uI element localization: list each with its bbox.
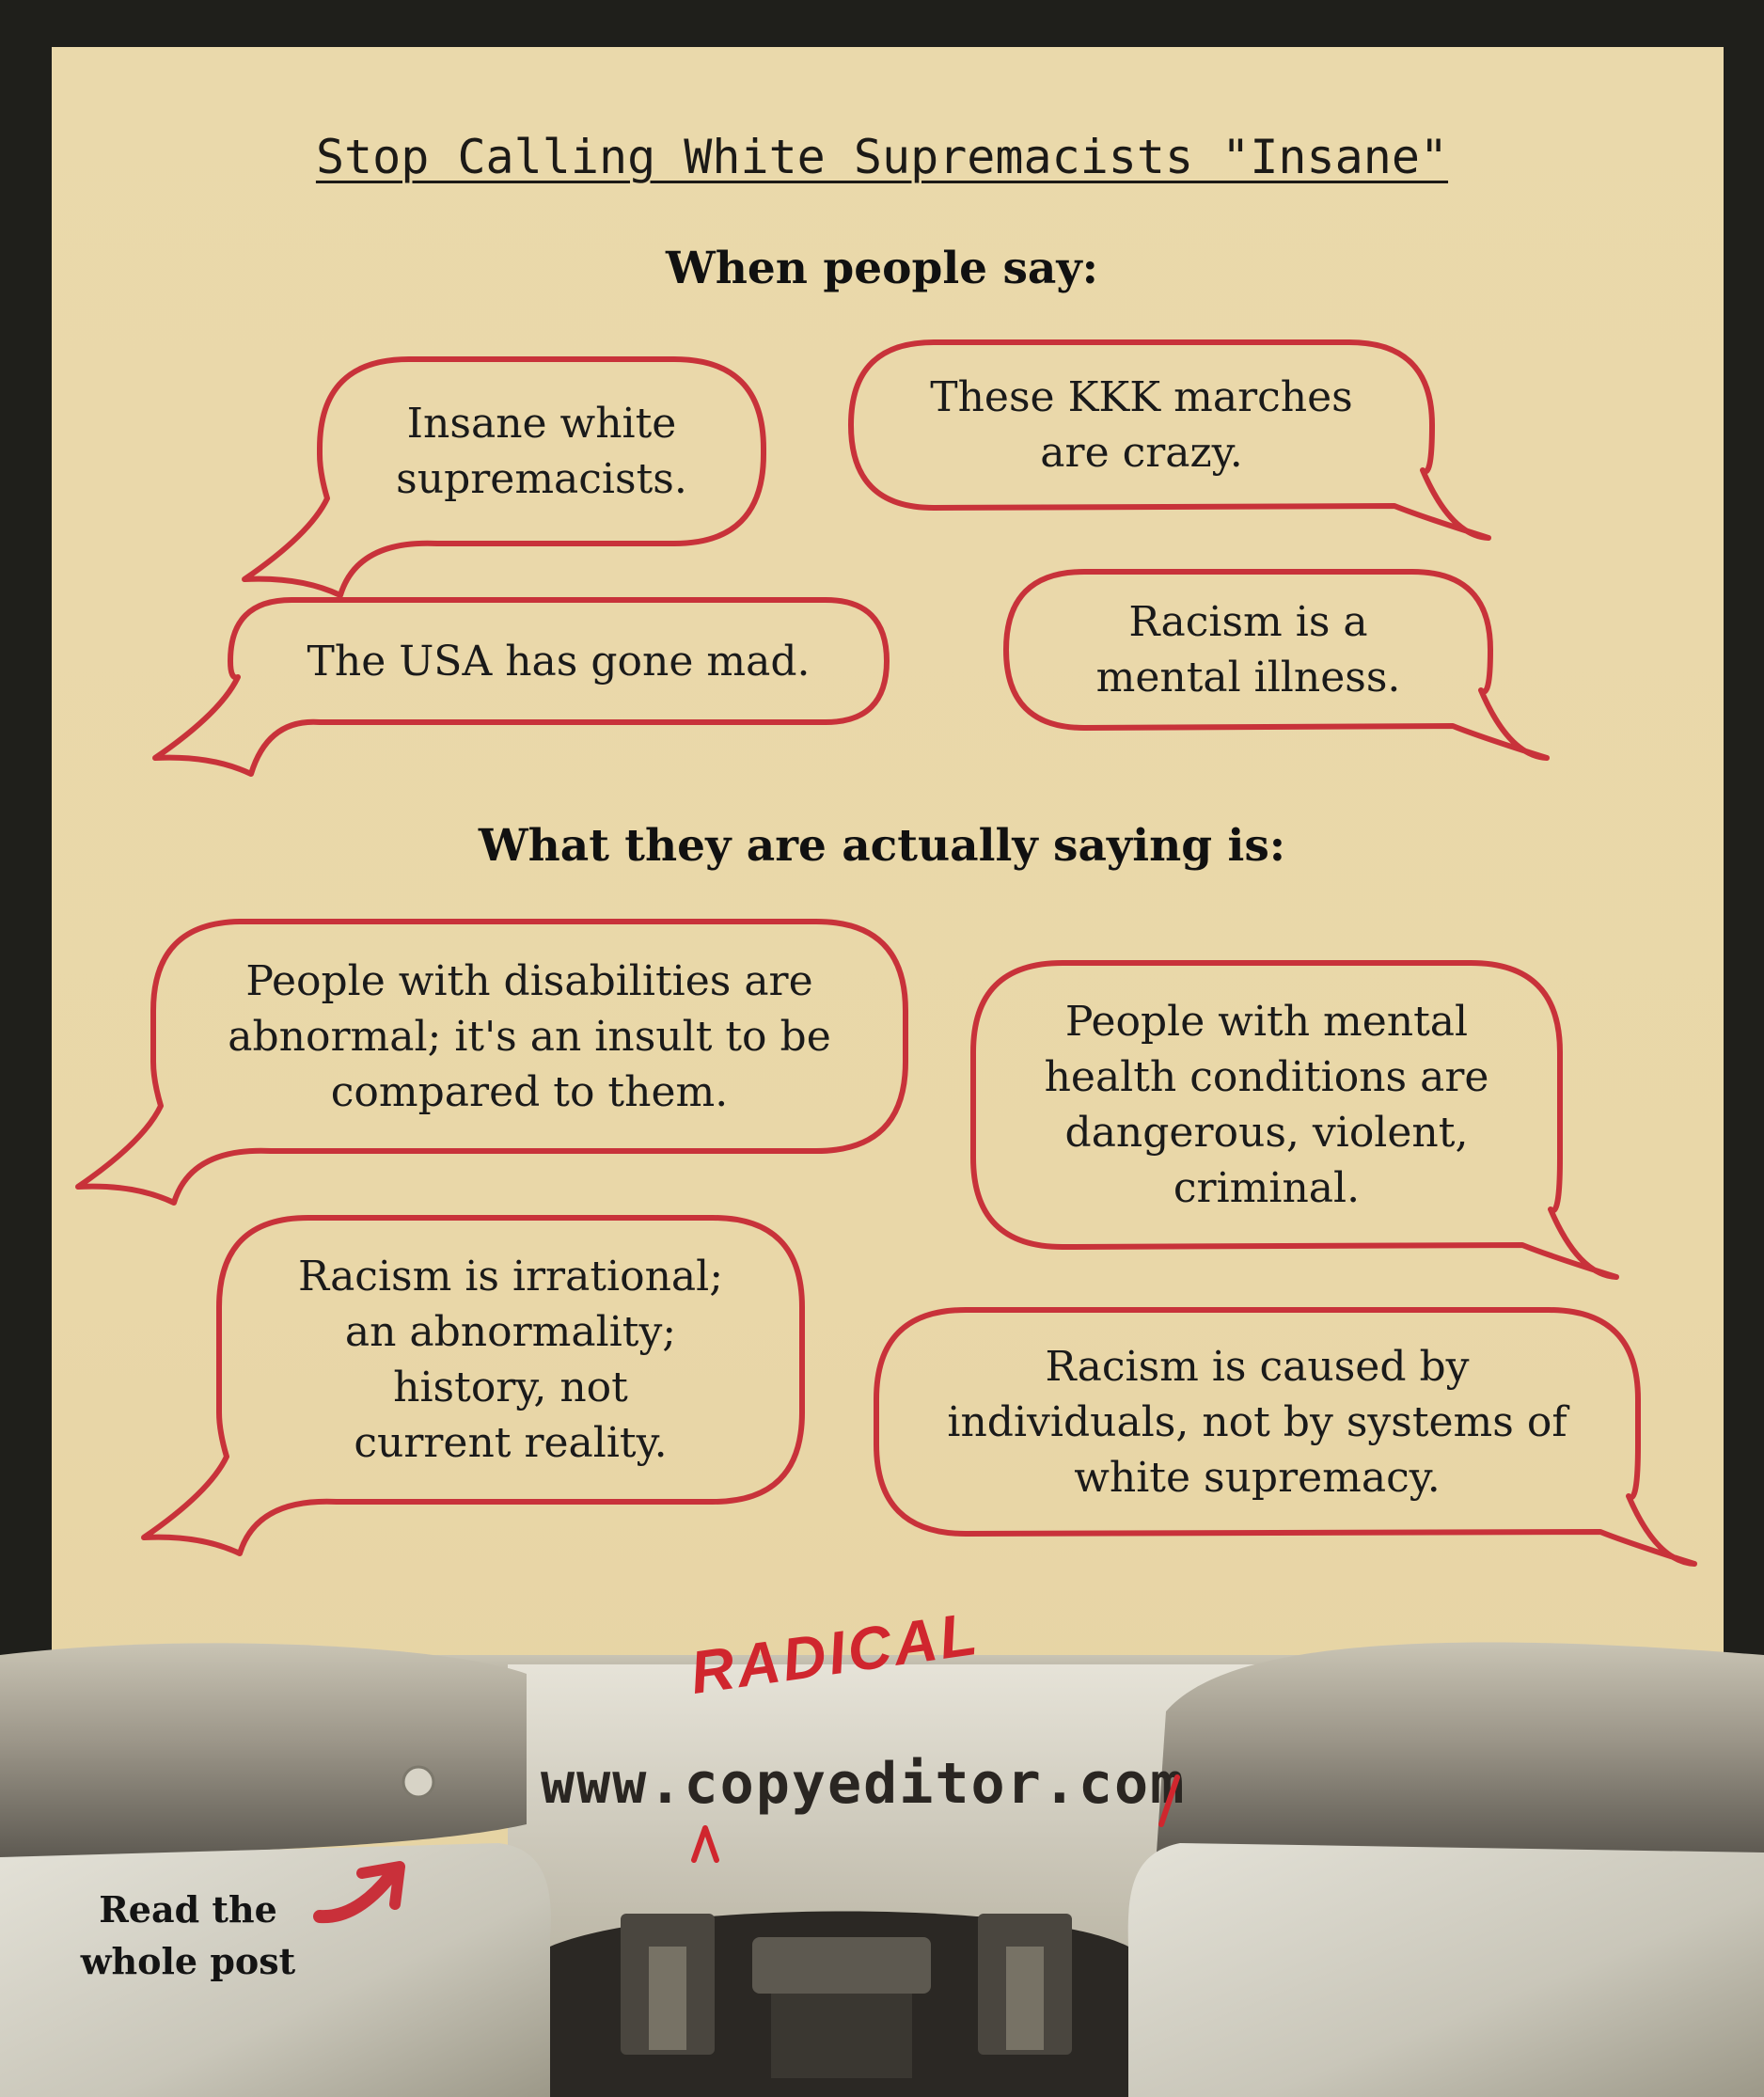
url-suffix: .com (1042, 1751, 1187, 1817)
speech-bubble-text: Insane white supremacists. (396, 400, 687, 503)
heading-actually-saying: What they are actually saying is: (478, 820, 1286, 872)
speech-bubble-text: Racism is a mental illness. (1095, 598, 1401, 702)
speech-bubble-text: These KKK marches are crazy. (930, 373, 1353, 477)
arrow-icon (320, 1867, 400, 1916)
speech-bubble-text: People with mental health conditions are dangerous, violent, criminal. (1044, 998, 1489, 1212)
speech-bubble-text: The USA has gone mad. (307, 637, 811, 686)
url-main: copyeditor (684, 1751, 1043, 1817)
speech-bubble-text: Racism is caused by individuals, not by systems of white supremacy. (947, 1342, 1567, 1502)
speech-bubble-text: Racism is irrational; an abnormality; history, not current reality. (297, 1253, 724, 1467)
radical-insert-word: RADICAL (685, 1599, 984, 1708)
slash-mark-icon (1161, 1777, 1177, 1824)
heading-when-people-say: When people say: (665, 243, 1099, 294)
read-whole-post-link[interactable]: Read the whole post (80, 1888, 296, 1982)
insertion-caret-icon (694, 1828, 717, 1860)
url-prefix: www. (541, 1751, 685, 1817)
poster-title: Stop Calling White Supremacists "Insane" (315, 130, 1449, 184)
speech-bubble-text: People with disabilities are abnormal; it's an insult to be compared to them. (228, 956, 831, 1116)
